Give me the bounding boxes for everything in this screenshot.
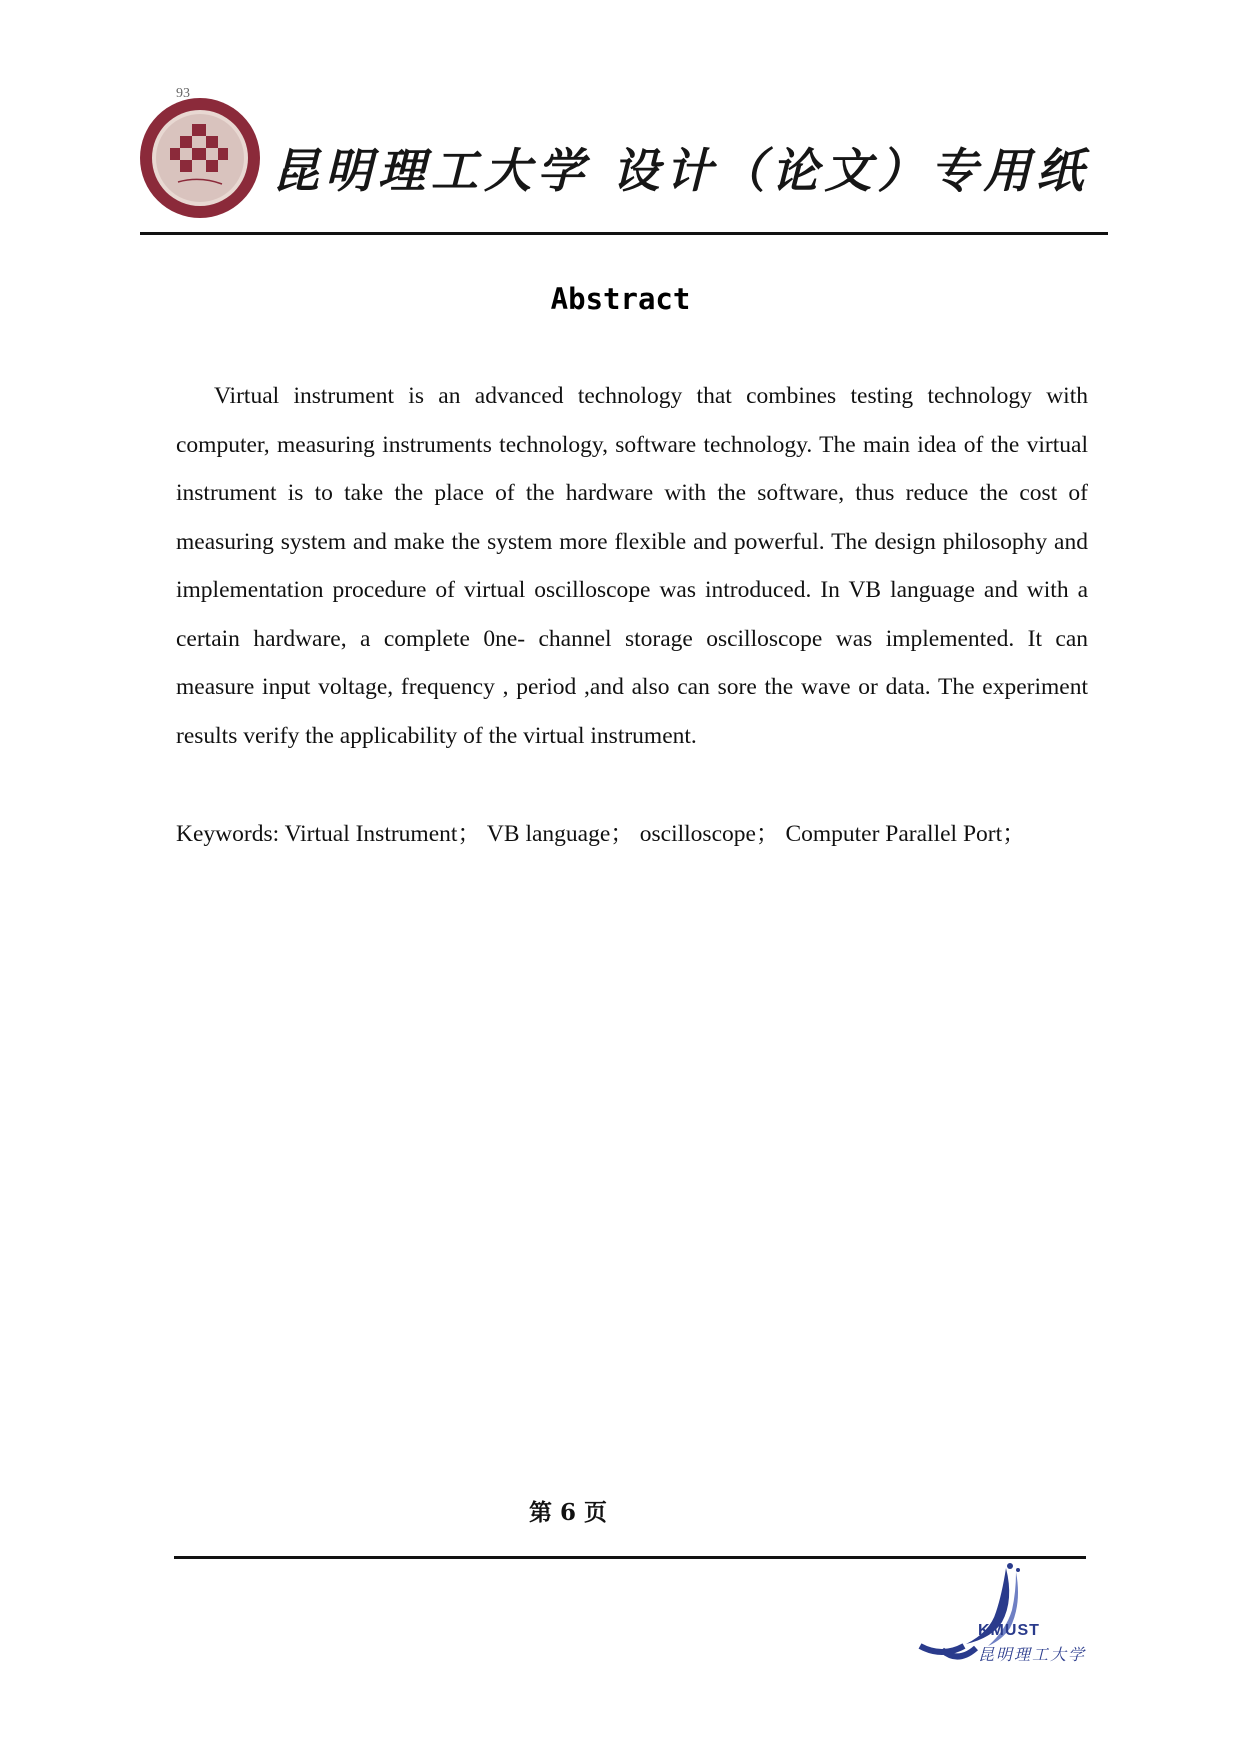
keyword-item: oscilloscope；: [639, 821, 780, 847]
keywords-line: [176, 810, 1088, 858]
abstract-heading: Abstract: [550, 282, 691, 316]
keywords-label: Keywords:: [176, 821, 285, 847]
page-mark: 93: [176, 86, 190, 101]
university-seal-icon: [138, 96, 262, 220]
keyword-item: VB language；: [486, 821, 634, 847]
kmust-logo-abbr: KMUST: [978, 1622, 1040, 1639]
kmust-logo-name: 昆明理工大学: [978, 1645, 1087, 1664]
page-number: 第 6 页: [528, 1499, 608, 1526]
keyword-item: Virtual Instrument；: [284, 821, 481, 847]
footer-divider: [174, 1556, 1086, 1559]
keyword-item: Computer Parallel Port；: [785, 821, 1026, 847]
header-divider: [140, 232, 1108, 235]
header-title: 昆明理工大学 设计（论文）专用纸: [272, 144, 1090, 199]
abstract-body: Virtual instrument is an advanced technology that combines testing technology with computer, measuring instruments technology, software technology. The main idea of the virtual instrument is to take the place of the hardware with the software, thus reduce the cost of measuring system and make the system more flexible and powerful. The design philosophy and implementation procedure of virtual oscilloscope was introduced. In VB language and with a certain hardware, a complete 0ne- channel storage oscilloscope was implemented. It can measure input voltage, frequency , period ,and also can sore the wave or data. The experiment results verify the applicability of the virtual instrument.: [176, 383, 1088, 749]
